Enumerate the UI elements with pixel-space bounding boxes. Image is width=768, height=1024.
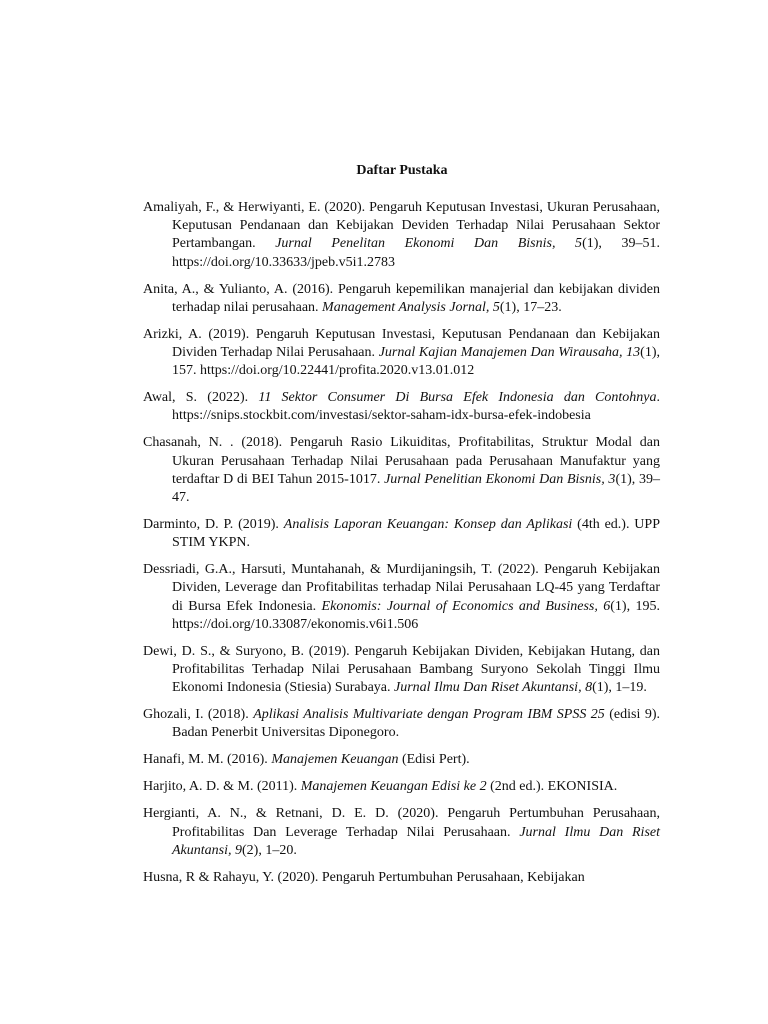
reference-details: (4th ed.). UPP STIM YKPN. — [172, 517, 660, 551]
reference-details: (2nd ed.). EKONISIA. — [486, 779, 618, 795]
reference-source-italic: Ekonomis: Journal of Economics and Business, 6 — [321, 598, 611, 614]
reference-details: . https://snips.stockbit.com/investasi/sektor-saham-idx-bursa-efek-indobesia — [172, 390, 660, 424]
reference-entry — [143, 751, 660, 769]
reference-source-italic: Jurnal Penelitan Ekonomi Dan Bisnis, 5 — [275, 236, 583, 252]
reference-source-italic: Manajemen Keuangan — [271, 752, 399, 768]
reference-text: Darminto, D. P. (2019). — [143, 517, 284, 533]
reference-text: Anita, A., & Yulianto, A. (2016). Pengaruh kepemilikan manajerial dan kebijakan dividen terhadap nilai perusahaan. — [143, 281, 660, 315]
reference-source-italic: Jurnal Ilmu Dan Riset Akuntansi, 9 — [172, 824, 660, 858]
reference-entry — [143, 326, 660, 381]
reference-entry — [143, 389, 660, 425]
reference-entry — [143, 561, 660, 634]
page-title: Daftar Pustaka — [356, 163, 448, 178]
reference-entry — [143, 869, 660, 887]
reference-source-italic: Aplikasi Analisis Multivariate dengan Program IBM SPSS 25 — [253, 707, 605, 723]
reference-source-italic: Analisis Laporan Keuangan: Konsep dan Aplikasi — [283, 517, 573, 533]
reference-entry — [143, 516, 660, 552]
reference-entry — [143, 706, 660, 742]
reference-text: Arizki, A. (2019). Pengaruh Keputusan Investasi, Keputusan Pendanaan dan Kebijakan Dividen Terhadap Nilai Perusahaan. — [143, 326, 660, 361]
reference-details: (edisi 9). Badan Penerbit Universitas Diponegoro. — [172, 707, 660, 741]
reference-text: Hergianti, A. N., & Retnani, D. E. D. (2020). Pengaruh Pertumbuhan Perusahaan, Profitabilitas Dan Leverage Terhadap Nilai Perusahaan. — [143, 806, 660, 840]
reference-text: Husna, R & Rahayu, Y. (2020). Pengaruh Pertumbuhan Perusahaan, Kebijakan — [143, 869, 585, 885]
reference-entry — [143, 805, 660, 860]
reference-source-italic: Manajemen Keuangan Edisi ke 2 — [300, 779, 487, 795]
reference-text: Dessriadi, G.A., Harsuti, Muntahanah, & Murdijaningsih, T. (2022). Pengaruh Kebijakan Dividen, Leverage dan Profitabilitas terhadap Nilai Perusahaan LQ-45 yang Terdaftar di Bursa Efek Indonesia. — [143, 562, 660, 614]
reference-text: Harjito, A. D. & M. (2011). — [143, 779, 301, 795]
reference-list — [143, 199, 660, 896]
reference-text: Hanafi, M. M. (2016). — [143, 752, 272, 768]
reference-text: Awal, S. (2022). — [143, 390, 259, 406]
reference-text: Dewi, D. S., & Suryono, B. (2019). Pengaruh Kebijakan Dividen, Kebijakan Hutang, dan Profitabilitas Terhadap Nilai Perusahaan Bambang Suryono Sekolah Tinggi Ilmu Ekonomi Indonesia (Stiesia) Surabaya. — [143, 643, 660, 696]
reference-details: (1), 1–19. — [592, 680, 647, 696]
reference-entry — [143, 199, 660, 272]
reference-source-italic: Jurnal Penelitian Ekonomi Dan Bisnis, 3 — [384, 471, 616, 487]
reference-text: Ghozali, I. (2018). — [143, 707, 254, 723]
reference-details: (1), 195. https://doi.org/10.33087/ekonomis.v6i1.506 — [172, 598, 660, 632]
reference-details: (2), 1–20. — [242, 842, 297, 858]
reference-entry — [143, 643, 660, 698]
reference-details: (1), 157. https://doi.org/10.22441/profita.2020.v13.01.012 — [172, 345, 660, 379]
reference-source-italic: Jurnal Kajian Manajemen Dan Wirausaha, 13 — [378, 345, 641, 361]
reference-details: (1), 39–47. — [172, 471, 660, 506]
reference-text: Chasanah, N. . (2018). Pengaruh Rasio Likuiditas, Profitabilitas, Struktur Modal dan Ukuran Perusahaan Terhadap Nilai Perusahaan pada Perusahaan Manufaktur yang terdaftar D di BEI Tahun 2015-1017. — [143, 435, 660, 487]
reference-source-italic: Jurnal Ilmu Dan Riset Akuntansi, 8 — [394, 680, 593, 696]
reference-details: (Edisi Pert). — [398, 752, 470, 768]
reference-entry — [143, 434, 660, 507]
reference-text: Amaliyah, F., & Herwiyanti, E. (2020). Pengaruh Keputusan Investasi, Ukuran Perusahaan, Keputusan Pendanaan dan Kebijakan Deviden Terhadap Nilai Perusahaan Sektor Pertambangan. — [143, 200, 660, 252]
reference-entry — [143, 281, 660, 317]
reference-details: (1), 17–23. — [499, 299, 562, 315]
reference-source-italic: Management Analysis Jornal, 5 — [322, 299, 500, 315]
reference-entry — [143, 778, 660, 796]
reference-details: (1), 39–51. https://doi.org/10.33633/jpeb.v5i1.2783 — [172, 236, 660, 270]
reference-source-italic: 11 Sektor Consumer Di Bursa Efek Indonesia dan Contohnya — [258, 390, 657, 406]
